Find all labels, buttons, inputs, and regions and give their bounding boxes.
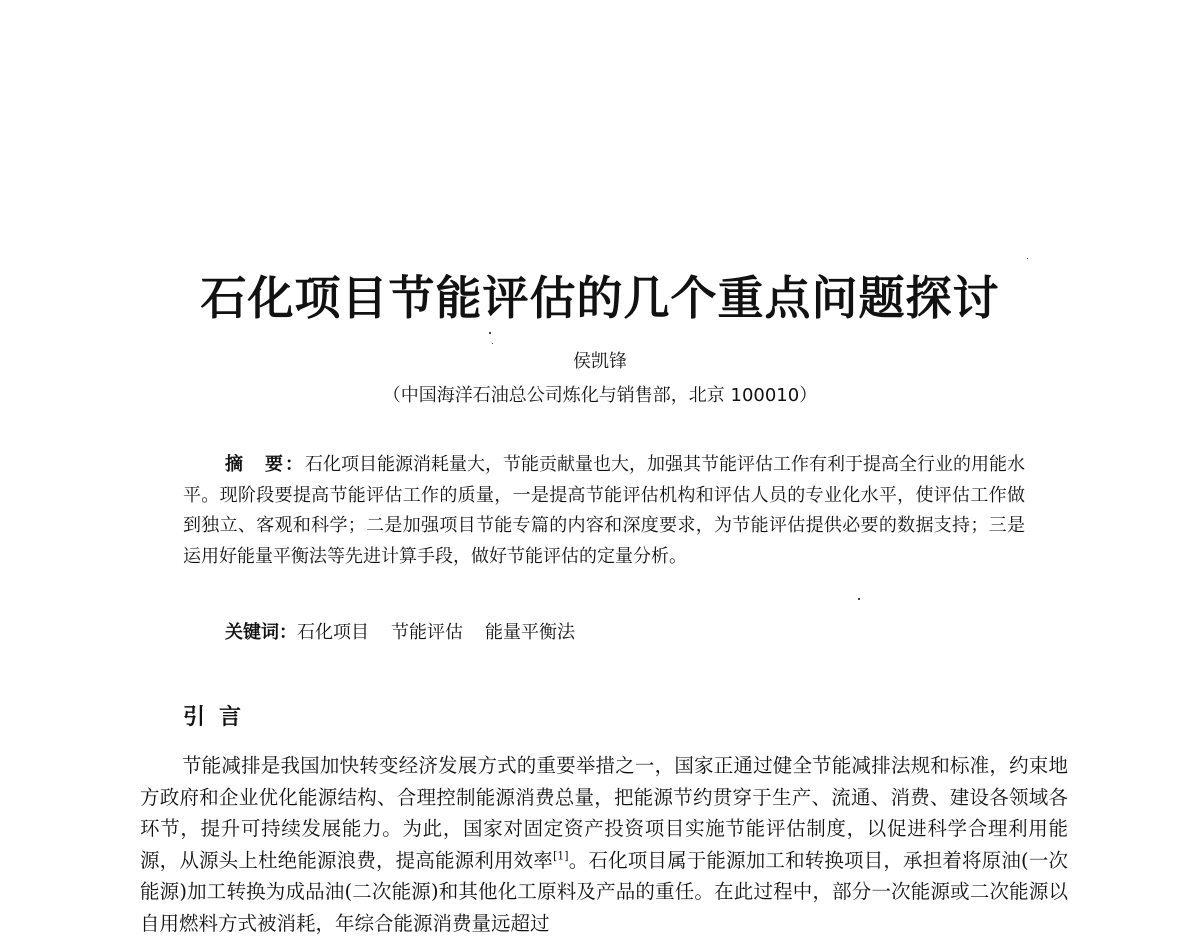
body-paragraph (140, 750, 1068, 939)
scan-speck (492, 343, 493, 344)
scan-speck (1027, 258, 1028, 259)
scan-speck (489, 332, 491, 334)
author-name: 侯凯锋 (573, 351, 627, 372)
paper-title: 石化项目节能评估的几个重点问题探讨 (200, 271, 1000, 325)
author-affiliation: （中国海洋石油总公司炼化与销售部，北京 100010） (382, 385, 818, 406)
abstract-text: 石化项目能源消耗量大，节能贡献量也大，加强其节能评估工作有利于提高全行业的用能水平。现阶段要提高节能评估工作的质量，一是提高节能评估机构和评估人员的专业化水平，使评估工作做到独立、客观和科学；二是加强项目节能专篇的内容和深度要求，为节能评估提供必要的数据支持；三是运用好能量平衡法等先进计算手段，做好节能评估的定量分析。 (183, 454, 1025, 567)
keywords-label: 关键词： (225, 622, 297, 643)
keyword-item: 石化项目 (297, 622, 369, 643)
citation-marker: [1] (552, 849, 569, 862)
section-heading: 引言 (183, 705, 256, 730)
body-text-part2: 。石化项目属于能源加工和转换项目，承担着将原油(一次能源)加工转换为成品油(二次能源)和其他化工原料及产品的重任。在此过程中，部分一次能源或二次能源以自用燃料方式被消耗，年综合能源消费量远超过 (140, 848, 1068, 935)
keywords (225, 618, 597, 644)
abstract-label: 摘 要： (225, 454, 305, 475)
keyword-item: 能量平衡法 (485, 622, 575, 643)
scan-speck (858, 598, 860, 600)
abstract (183, 450, 1025, 572)
body-text-part1: 节能减排是我国加快转变经济发展方式的重要举措之一，国家正通过健全节能减排法规和标准，约束地方政府和企业优化能源结构、合理控制能源消费总量，把能源节约贯穿于生产、流通、消费、建设各领域各环节，提升可持续发展能力。为此，国家对固定资产投资项目实施节能评估制度，以促进科学合理利用能源，从源头上杜绝能源浪费，提高能源利用效率 (140, 754, 1068, 872)
keyword-item: 节能评估 (391, 622, 463, 643)
